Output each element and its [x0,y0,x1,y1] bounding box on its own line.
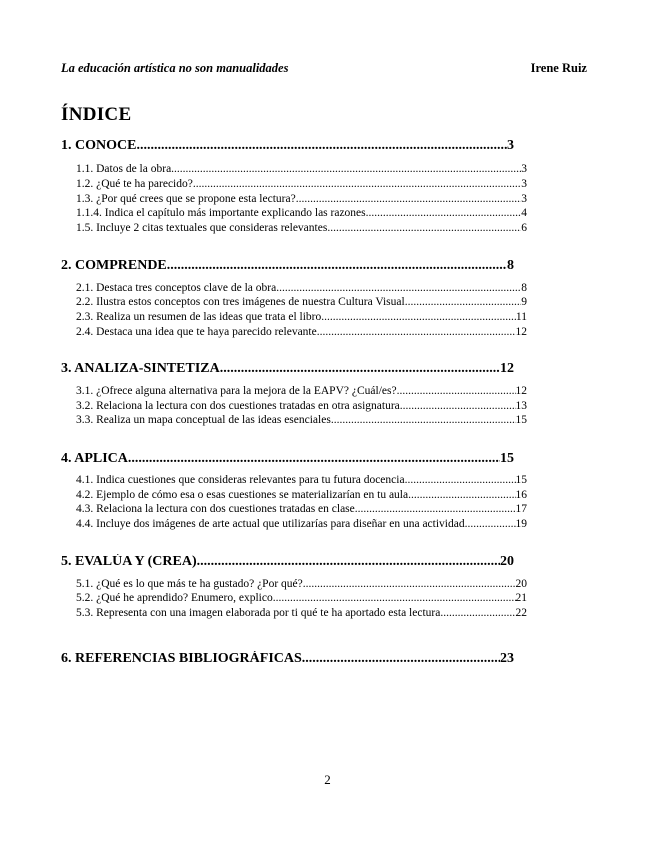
toc-page-number: 3 [521,178,527,190]
toc-item-label: 4.2. Ejemplo de cómo esa o esas cuestiones se materializarían en tu aula [76,489,409,501]
toc-item-1-4[interactable] [76,207,527,219]
toc-section-label: 2. COMPRENDE [61,258,167,273]
toc-item-1-1[interactable] [76,163,527,175]
toc-leader-dots [220,361,500,377]
toc-page-number: 8 [507,258,514,273]
toc-leader-dots [171,163,521,175]
toc-leader-dots [405,474,516,486]
toc-item-5-1[interactable] [76,578,527,590]
toc-page-number: 13 [515,400,527,412]
page-number: 2 [324,772,331,787]
toc-page-number: 3 [507,138,514,153]
toc-leader-dots [331,414,516,426]
toc-leader-dots [327,222,521,234]
toc-item-label: 1.5. Incluye 2 citas textuales que consideras relevantes [76,222,328,234]
toc-section-2[interactable] [61,258,514,274]
toc-page-number: 20 [500,554,514,569]
toc-item-3-2[interactable] [76,400,527,412]
toc-item-4-4[interactable] [76,518,527,530]
toc-leader-dots [197,554,500,570]
toc-section-label: 1. CONOCE [61,138,137,153]
toc-item-label: 5.1. ¿Qué es lo que más te ha gustado? ¿Por qué? [76,578,303,590]
toc-leader-dots [296,193,522,205]
toc-section-1[interactable] [61,138,514,154]
toc-leader-dots [273,592,516,604]
toc-item-label: 4.1. Indica cuestiones que consideras relevantes para tu futura docencia [76,474,405,486]
toc-item-label: 5.2. ¿Qué he aprendido? Enumero, explico [76,592,273,604]
toc-item-5-2[interactable] [76,592,527,604]
toc-item-1-2[interactable] [76,178,527,190]
toc-item-label: 1.1. Datos de la obra [76,163,172,175]
toc-page-number: 9 [521,296,527,308]
toc-leader-dots [302,651,500,667]
toc-item-2-4[interactable] [76,326,527,338]
toc-page-number: 8 [521,282,527,294]
toc-leader-dots [321,311,516,323]
toc-item-label: 2.1. Destaca tres conceptos clave de la obra [76,282,277,294]
toc-page-number: 20 [515,578,527,590]
toc-leader-dots [193,178,521,190]
toc-leader-dots [276,282,521,294]
toc-leader-dots [317,326,516,338]
toc-item-2-2[interactable] [76,296,527,308]
toc-page-number: 12 [500,361,514,376]
header-document-title: La educación artística no son manualidades [61,61,289,75]
toc-leader-dots [136,138,507,154]
toc-section-label: 6. REFERENCIAS BIBLIOGRÁFICAS [61,651,302,666]
toc-item-label: 3.1. ¿Ofrece alguna alternativa para la mejora de la EAPV? ¿Cuál/es? [76,385,397,397]
toc-leader-dots [440,607,515,619]
toc-item-label: 1.2. ¿Qué te ha parecido? [76,178,193,190]
toc-leader-dots [366,207,522,219]
toc-item-label: 3.3. Realiza un mapa conceptual de las ideas esenciales [76,414,331,426]
toc-leader-dots [167,258,507,274]
toc-item-label: 2.4. Destaca una idea que te haya parecido relevante [76,326,317,338]
toc-page-number: 22 [515,607,527,619]
toc-page-number: 3 [521,163,527,175]
toc-item-4-2[interactable] [76,489,527,501]
toc-page-number: 15 [515,414,527,426]
toc-item-label: 5.3. Representa con una imagen elaborada por ti qué te ha aportado esta lectura [76,607,441,619]
toc-item-4-1[interactable] [76,474,527,486]
toc-leader-dots [397,385,516,397]
toc-section-label: 3. ANALIZA-SINTETIZA [61,361,220,376]
toc-leader-dots [408,489,515,501]
toc-item-1-3[interactable] [76,193,527,205]
toc-page-number: 11 [515,311,527,323]
toc-page-number: 15 [515,474,527,486]
toc-item-3-1[interactable] [76,385,527,397]
toc-item-label: 1.3. ¿Por qué crees que se propone esta lectura? [76,193,296,205]
header-author: Irene Ruiz [530,61,587,75]
toc-item-label: 2.2. Ilustra estos conceptos con tres imágenes de nuestra Cultura Visual [76,296,405,308]
toc-leader-dots [400,400,516,412]
toc-leader-dots [465,518,516,530]
toc-page-number: 12 [515,385,527,397]
toc-page-number: 12 [515,326,527,338]
toc-page-number: 17 [515,503,527,515]
toc-leader-dots [405,296,522,308]
running-header [61,61,587,77]
toc-item-4-3[interactable] [76,503,527,515]
toc-item-label: 3.2. Relaciona la lectura con dos cuestiones tratadas en otra asignatura [76,400,400,412]
toc-item-label: 2.3. Realiza un resumen de las ideas que trata el libro [76,311,322,323]
toc-page-number: 23 [500,651,514,666]
toc-section-4[interactable] [61,451,514,467]
toc-item-label: 4.4. Incluye dos imágenes de arte actual que utilizarías para diseñar en una actividad [76,518,465,530]
toc-page-number: 16 [515,489,527,501]
toc-leader-dots [355,503,516,515]
toc-page-number: 6 [521,222,527,234]
toc-page-number: 21 [515,592,527,604]
toc-section-6[interactable] [61,651,514,667]
toc-page-number: 15 [500,451,514,466]
toc-section-label: 5. EVALÚA Y (CREA) [61,554,197,569]
toc-section-label: 4. APLICA [61,451,128,466]
toc-item-3-3[interactable] [76,414,527,426]
toc-leader-dots [303,578,516,590]
toc-item-1-5[interactable] [76,222,527,234]
toc-item-label: 4.3. Relaciona la lectura con dos cuestiones tratadas en clase [76,503,355,515]
toc-section-5[interactable] [61,554,514,570]
toc-item-2-1[interactable] [76,282,527,294]
toc-page-number: 4 [521,207,527,219]
toc-section-3[interactable] [61,361,514,377]
page-title: ÍNDICE [61,104,132,125]
toc-item-5-3[interactable] [76,607,527,619]
toc-page-number: 3 [521,193,527,205]
toc-item-label: 1.1.4. Indica el capítulo más importante explicando las razones [76,207,366,219]
toc-page-number: 19 [515,518,527,530]
toc-item-2-3[interactable] [76,311,527,323]
toc-leader-dots [128,451,500,467]
